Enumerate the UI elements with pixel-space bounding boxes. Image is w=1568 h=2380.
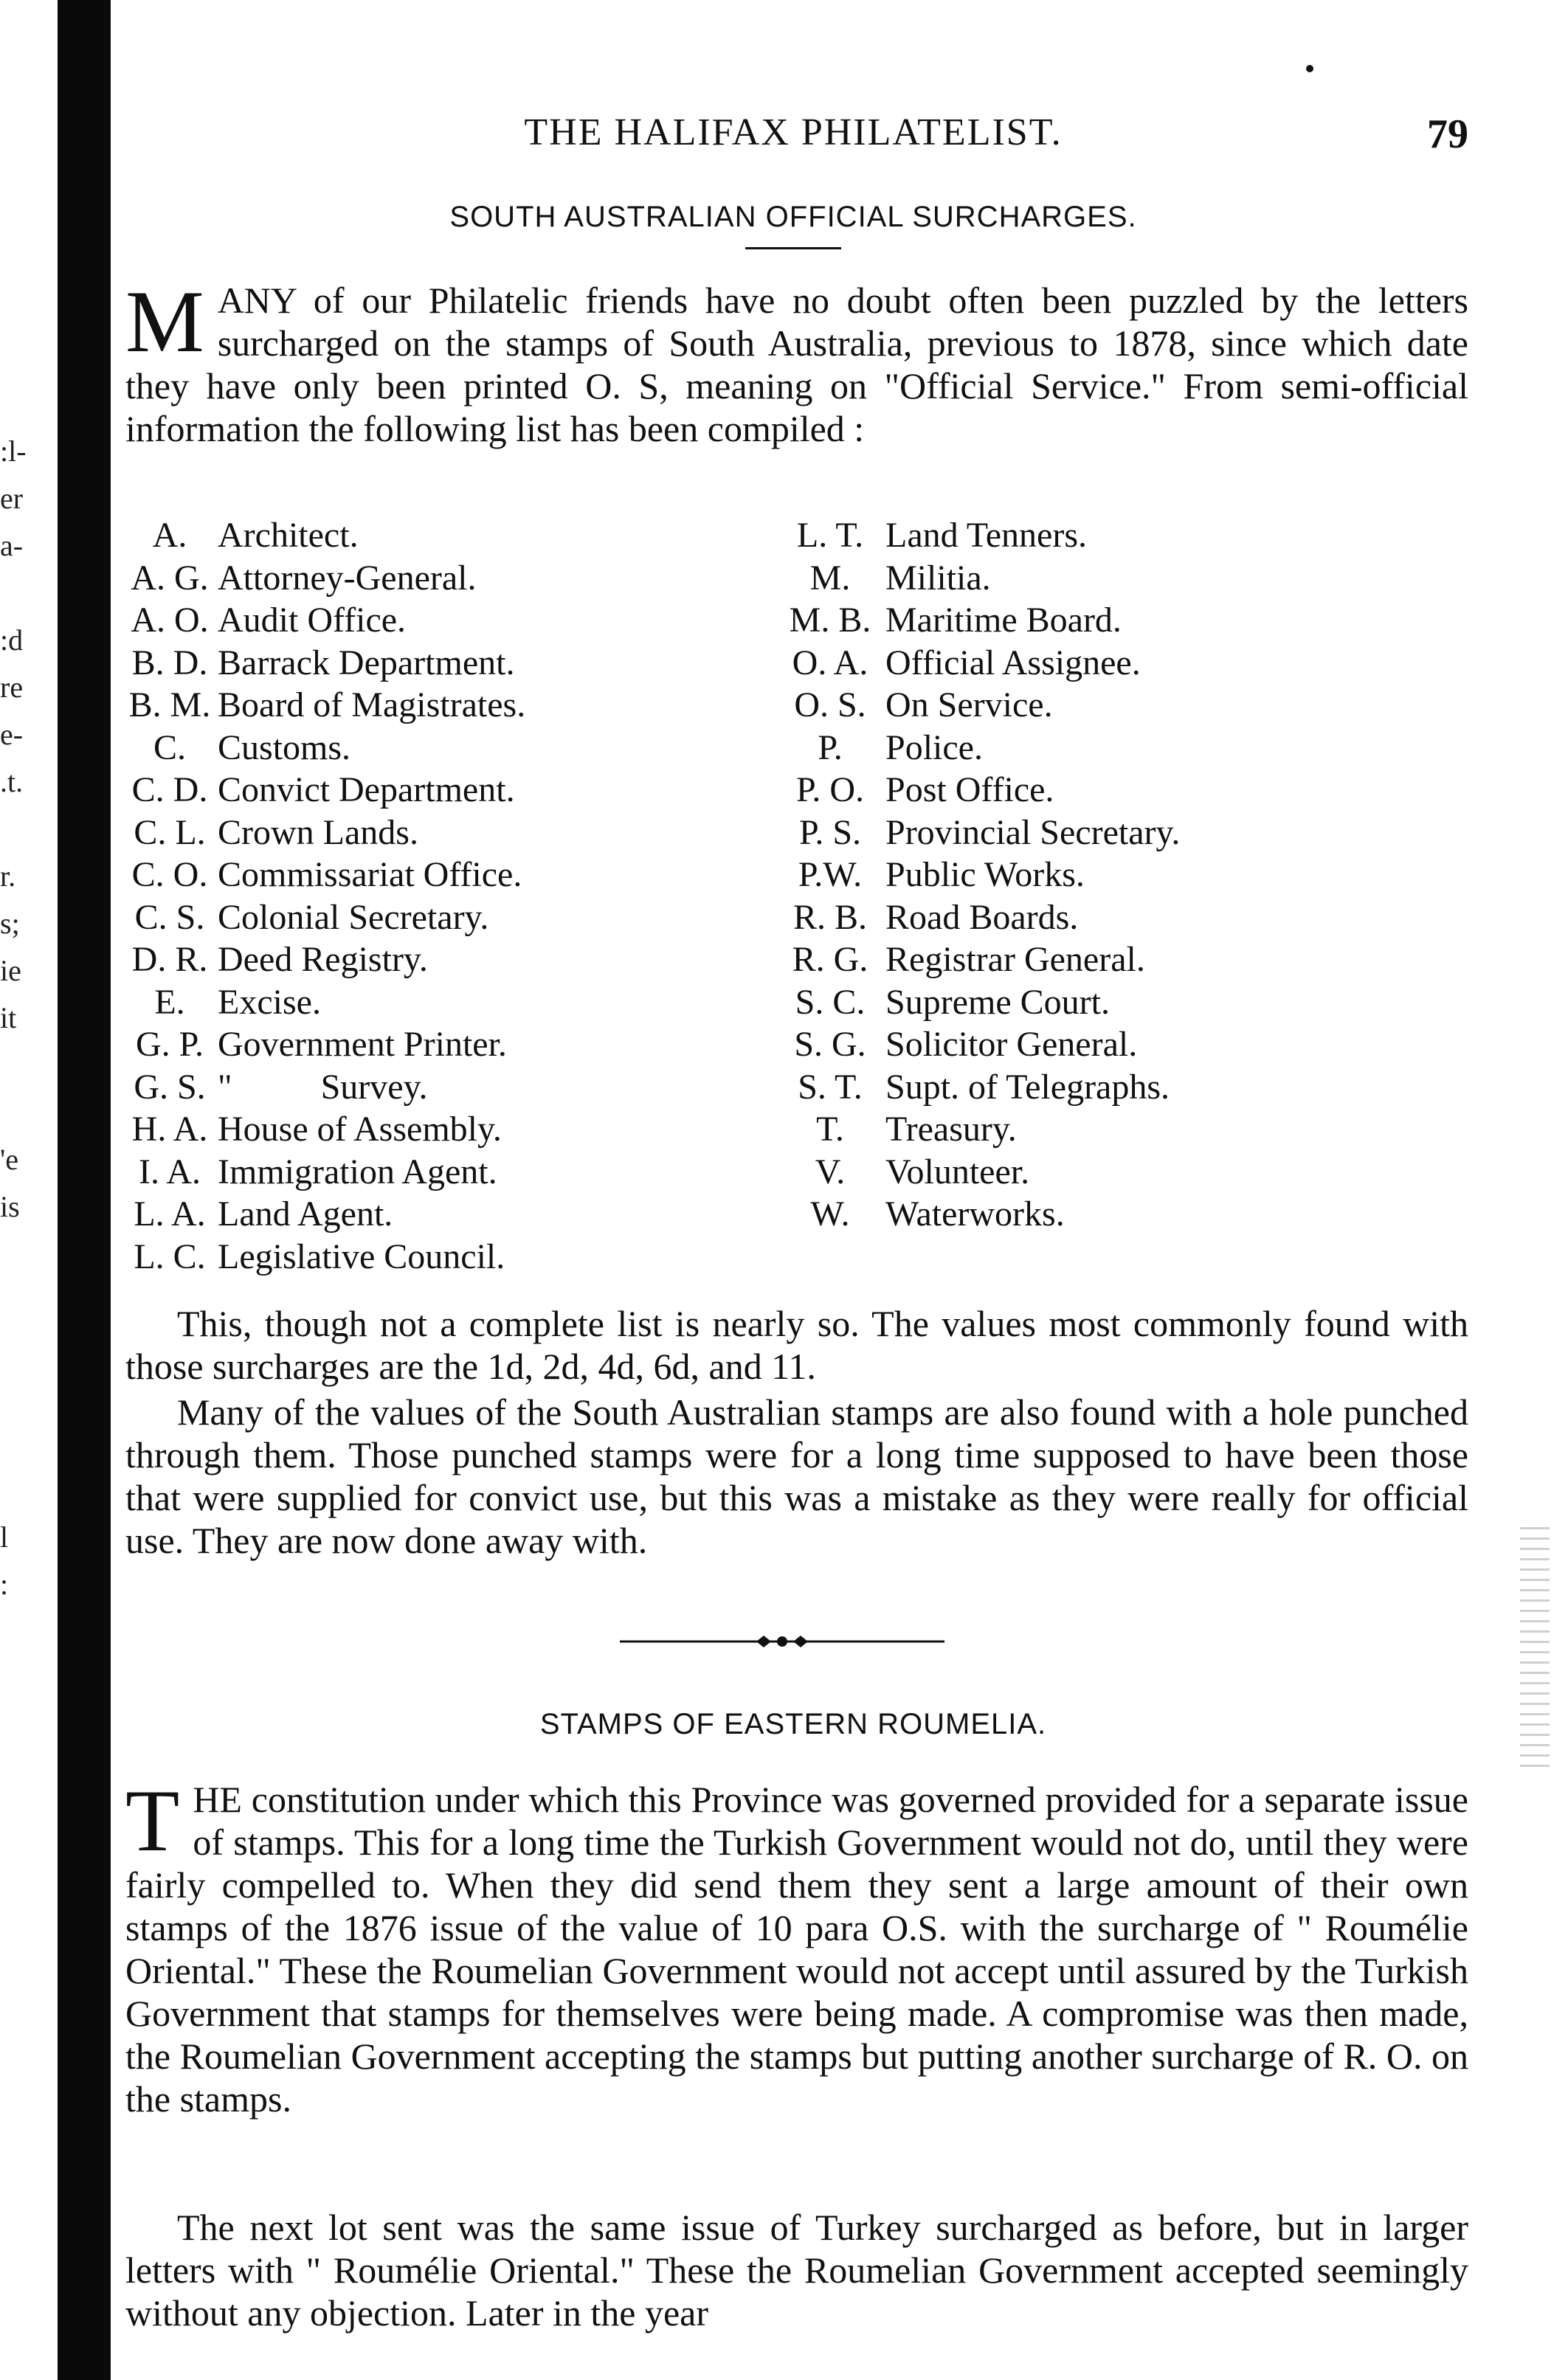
- margin-fragment: [0, 1419, 52, 1467]
- abbreviation: A. O.: [131, 601, 209, 640]
- margin-fragment: re: [0, 671, 24, 704]
- margin-fragment: :l-: [0, 435, 27, 468]
- list-item: [122, 642, 525, 685]
- meaning: Treasury.: [885, 1110, 1017, 1149]
- binding-shadow: [58, 0, 111, 2380]
- list-item: [775, 769, 1180, 812]
- margin-fragment: [0, 1325, 52, 1372]
- drop-cap: T: [125, 1771, 180, 1869]
- journal-title: THE HALIFAX PHILATELIST.: [524, 111, 1063, 153]
- list-item: [775, 854, 1180, 896]
- abbreviation: O. A.: [792, 643, 868, 682]
- abbreviation: B. M.: [128, 685, 211, 724]
- list-item: [122, 854, 525, 896]
- abbreviation: T.: [816, 1110, 844, 1149]
- article-body: The next lot sent was the same issue of Turkey surcharged as before, but in larger letters with " Roumélie Oriental." These the Roumelian Government accepted seemingly without any objection. Later in the year: [125, 2207, 1468, 2334]
- list-item: [775, 812, 1180, 854]
- abbreviation: L. T.: [796, 516, 864, 555]
- margin-fragment: :d: [0, 623, 24, 657]
- abbreviation: G. S.: [134, 1067, 206, 1107]
- abbreviation: S. T.: [798, 1067, 863, 1107]
- page-number: 79: [1427, 111, 1468, 157]
- meaning: Post Office.: [885, 770, 1054, 809]
- meaning: Supt. of Telegraphs.: [885, 1067, 1170, 1107]
- meaning: Solicitor General.: [885, 1025, 1138, 1064]
- meaning: Official Assignee.: [885, 643, 1141, 682]
- drop-cap: M: [125, 272, 204, 370]
- heading-divider: [745, 247, 841, 249]
- meaning: Attorney-General.: [218, 558, 477, 598]
- abbreviation: S. G.: [794, 1025, 866, 1064]
- meaning: Convict Department.: [218, 770, 515, 809]
- closing-paragraph: This, though not a complete list is nearly so. The values most commonly found with those surcharges are the 1d, 2d, 4d, 6d, and 11.: [125, 1303, 1468, 1387]
- abbreviation: M. B.: [789, 601, 871, 640]
- abbreviation: A. G.: [131, 558, 209, 598]
- abbreviation: P.W.: [798, 855, 863, 894]
- list-item: [775, 1066, 1180, 1109]
- meaning: Excise.: [218, 982, 321, 1022]
- abbreviation: R. G.: [792, 940, 868, 979]
- abbreviation: S. C.: [795, 982, 866, 1022]
- list-item: [775, 896, 1180, 939]
- meaning: Barrack Department.: [218, 643, 515, 682]
- abbreviation: C. L.: [134, 812, 206, 852]
- meaning: Board of Magistrates.: [218, 685, 526, 724]
- list-item: [122, 1236, 525, 1279]
- abbreviation: C.: [153, 727, 186, 767]
- meaning: Maritime Board.: [885, 601, 1122, 640]
- list-item: [775, 938, 1180, 981]
- list-item: [775, 1151, 1180, 1194]
- meaning: Land Tenners.: [885, 516, 1087, 555]
- list-item: [122, 557, 525, 600]
- meaning: Legislative Council.: [218, 1236, 505, 1276]
- list-item: [122, 981, 525, 1024]
- meaning: Deed Registry.: [218, 940, 428, 979]
- margin-fragment: [0, 1372, 52, 1419]
- margin-fragment: e-: [0, 718, 24, 751]
- list-item: [122, 812, 525, 854]
- article-intro: [125, 272, 1468, 450]
- meaning: Architect.: [218, 516, 359, 555]
- list-item: [122, 1023, 525, 1066]
- abbreviation: A.: [152, 516, 187, 555]
- section-ornament: [620, 1630, 944, 1653]
- meaning: Audit Office.: [218, 601, 407, 640]
- meaning: Land Agent.: [218, 1194, 393, 1234]
- abbreviation: C. S.: [134, 897, 205, 937]
- meaning: Waterworks.: [885, 1194, 1065, 1234]
- abbreviation: C. O.: [131, 855, 208, 894]
- list-item: [122, 684, 525, 727]
- list-item: [122, 1066, 525, 1109]
- abbreviation: P.: [818, 727, 843, 767]
- list-item: [775, 727, 1180, 769]
- abbreviation: V.: [815, 1152, 846, 1191]
- abbreviation-list-left: [122, 514, 525, 1278]
- margin-fragment: [0, 1231, 52, 1278]
- abbreviation: G. P.: [135, 1025, 204, 1064]
- margin-fragment: s;: [0, 907, 20, 940]
- abbreviation: O. S.: [794, 685, 866, 724]
- margin-fragment: .t.: [0, 765, 24, 798]
- meaning: " Survey.: [218, 1067, 428, 1107]
- margin-fragment: is: [0, 1190, 20, 1223]
- intro-text: ANY of our Philatelic friends have no doubt often been puzzled by the letters surcharged on the stamps of South Australia, previous to 1878, since which date they have only been printed O. S, meaning on "Official Service." From semi-official information the following list has been compiled :: [125, 280, 1468, 449]
- list-item: [775, 981, 1180, 1024]
- margin-fragment: [0, 1467, 52, 1514]
- meaning: Crown Lands.: [218, 812, 418, 852]
- list-item: [775, 684, 1180, 727]
- list-item: [122, 514, 525, 557]
- abbreviation: I. A.: [139, 1152, 201, 1191]
- meaning: Volunteer.: [885, 1152, 1030, 1191]
- meaning: Militia.: [885, 558, 991, 598]
- margin-fragment: [0, 1089, 52, 1136]
- margin-fragment: 'e: [0, 1143, 18, 1176]
- meaning: On Service.: [885, 685, 1053, 724]
- meaning: Government Printer.: [218, 1025, 507, 1064]
- list-item: [775, 1193, 1180, 1236]
- abbreviation: P. O.: [795, 770, 865, 809]
- meaning: Commissariat Office.: [218, 855, 522, 894]
- meaning: Road Boards.: [885, 897, 1079, 937]
- margin-fragment: er: [0, 482, 24, 515]
- running-head: [118, 111, 1468, 162]
- list-item: [775, 599, 1180, 642]
- list-item: [775, 1108, 1180, 1151]
- list-item: [775, 514, 1180, 557]
- abbreviation: M.: [809, 558, 851, 598]
- abbreviation: C. D.: [131, 770, 208, 809]
- margin-fragment: :: [0, 1568, 9, 1601]
- meaning: Police.: [885, 727, 983, 767]
- article-heading: STAMPS OF EASTERN ROUMELIA.: [539, 1708, 1047, 1740]
- abbreviation: W.: [810, 1194, 850, 1234]
- abbreviation: E.: [154, 982, 185, 1022]
- list-item: [122, 1151, 525, 1194]
- meaning: Colonial Secretary.: [218, 897, 489, 937]
- list-item: [122, 1108, 525, 1151]
- meaning: Provincial Secretary.: [885, 812, 1181, 852]
- margin-fragment: ie: [0, 954, 21, 987]
- closing-paragraph: Many of the values of the South Australian stamps are also found with a hole punched through them. Those punched stamps were for a long time supposed to have been those that were supplied for convict use, but this was a mistake as they were really for official use. They are now done away with.: [125, 1391, 1468, 1561]
- list-item: [122, 896, 525, 939]
- meaning: Public Works.: [885, 855, 1085, 894]
- edge-bleed-specks: [1520, 1527, 1550, 1771]
- meaning: Immigration Agent.: [218, 1152, 497, 1191]
- list-item: [122, 1193, 525, 1236]
- abbreviation: B. D.: [131, 643, 208, 682]
- margin-fragment: it: [0, 1001, 17, 1034]
- abbreviation: H. A.: [131, 1110, 208, 1149]
- meaning: House of Assembly.: [218, 1110, 502, 1149]
- abbreviation: L. A.: [134, 1194, 206, 1234]
- margin-fragment: a-: [0, 529, 24, 562]
- margin-bleed-text: [0, 428, 52, 1608]
- meaning: Supreme Court.: [885, 982, 1110, 1022]
- list-item: [122, 769, 525, 812]
- abbreviation: L. C.: [134, 1236, 206, 1276]
- margin-fragment: [0, 1042, 52, 1089]
- margin-fragment: [0, 806, 52, 853]
- abbreviation: P. S.: [798, 812, 862, 852]
- list-item: [775, 642, 1180, 685]
- body-text: HE constitution under which this Province was governed provided for a separate issue of stamps. This for a long time the Turkish Government would not do, until they were fairly compelled to. When they did send them they sent a large amount of their own stamps of the 1876 issue of the value of 10 para O.S. with the surcharge of " Roumélie Oriental." These the Roumelian Government would not accept until assured by the Turkish Government that stamps for themselves were being made. A compromise was then made, the Roumelian Government accepting the stamps but putting another surcharge of R. O. on the stamps.: [125, 1779, 1468, 2120]
- list-item: [122, 938, 525, 981]
- abbreviation: D. R.: [131, 940, 208, 979]
- margin-fragment: [0, 1278, 52, 1325]
- margin-fragment: r.: [0, 859, 16, 893]
- abbreviation: R. B.: [792, 897, 868, 937]
- margin-fragment: l: [0, 1521, 9, 1554]
- margin-fragment: [0, 570, 52, 617]
- meaning: Customs.: [218, 727, 351, 767]
- list-item: [122, 727, 525, 769]
- ink-speck: [1306, 65, 1313, 72]
- meaning: Registrar General.: [885, 940, 1145, 979]
- article-body: [125, 1771, 1468, 2120]
- abbreviation-list-right: [775, 514, 1180, 1236]
- list-item: [775, 1023, 1180, 1066]
- article-heading: SOUTH AUSTRALIAN OFFICIAL SURCHARGES.: [449, 201, 1137, 233]
- list-item: [775, 557, 1180, 600]
- list-item: [122, 599, 525, 642]
